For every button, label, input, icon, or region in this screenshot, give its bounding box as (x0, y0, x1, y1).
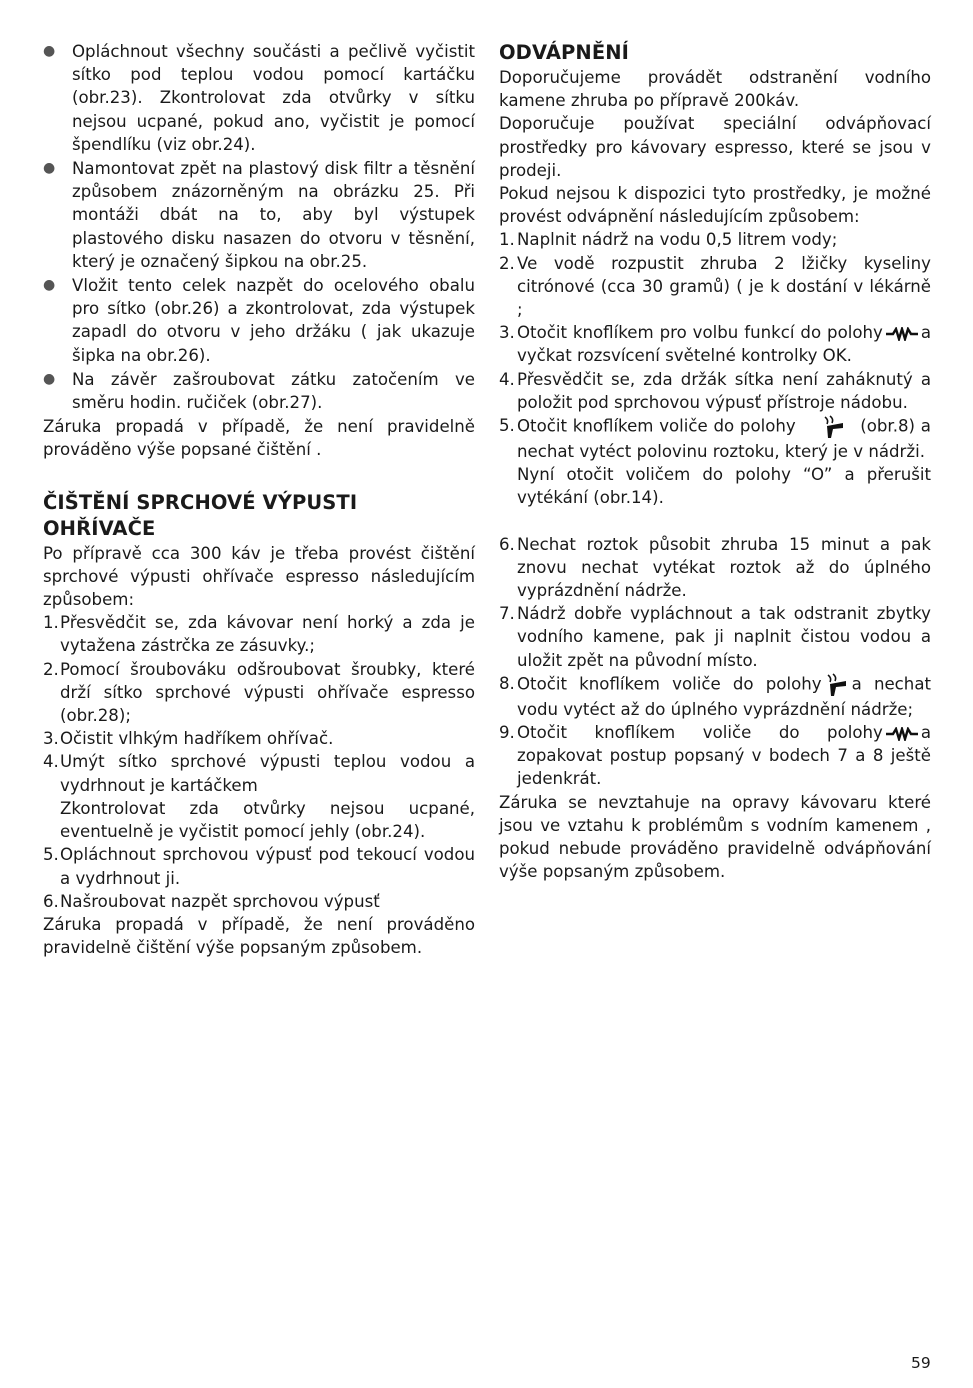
paragraph: Doporučujeme provádět odstranění vodního kamene zhruba po přípravě 200káv. (499, 68, 931, 111)
list-item: ● Na závěr zašroubovat zátku zatočením ve směru hodin. ručiček (obr.27). (43, 369, 475, 413)
step-item: 7. Nádrž dobře vypláchnout a tak odstranit zbytky vodního kamene, pak ji naplnit čistou vodou a uložit zpět na původní místo. (499, 604, 931, 670)
warranty-note: Záruka propadá v případě, že není pravidelně prováděno výše popsané čištění . (43, 417, 475, 460)
descaling-steps (499, 228, 931, 509)
left-column (43, 40, 475, 959)
heating-coil-icon (885, 727, 919, 741)
steam-nozzle-icon (821, 414, 847, 440)
paragraph: Pokud nejsou k dispozici tyto prostředky, je možné provést odvápnění následujícím způsobem: (499, 184, 931, 227)
step-item: 5. Opláchnout sprchovou výpusť pod tekoucí vodou a vydrhnout ji. (43, 845, 475, 888)
step-item: 5. Otočit knoflíkem voliče do polohy (obr.8) a nechat vytéct polovinu roztoku, který je v nádrži. Nyní otočit voličem do polohy “O” a přerušit vytékání (obr.14). (499, 416, 931, 508)
step-item: 4. Umýt sítko sprchové výpusti teplou vodou a vydrhnout je kartáčkem Zkontrolovat zda otvůrky nejsou ucpané, eventuelně je vyčistit pomocí jehly (obr.24). (43, 752, 475, 842)
step-item: 3. Otočit knoflíkem pro volbu funkcí do polohy a vyčkat rozsvícení světelné kontrolky OK. (499, 323, 931, 366)
list-item: ● Namontovat zpět na plastový disk filtr a těsnění způsobem znázorněným na obrázku 25. Při montáži dbát na to, aby byl výstupek plastového disku nasazen do otvoru v těsnění, který je označený šipkou na obr.25. (43, 159, 475, 271)
bullet-icon: ● (43, 370, 56, 387)
section-heading-descaling: ODVÁPNĚNÍ (499, 41, 630, 64)
step-item: 8. Otočit knoflíkem voliče do polohy a nechat vodu vytéct až do úplného vyprázdnění nádrže; (499, 673, 931, 719)
shower-cleaning-steps (43, 611, 475, 913)
list-item: ● Vložit tento celek nazpět do ocelového obalu pro sítko (obr.26) a zkontrolovat, zda výstupek zapadl do otvoru v jeho držáku ( jak ukazuje šipka na obr.26). (43, 276, 475, 365)
section-intro: Po přípravě cca 300 káv je třeba provést čištění sprchové výpusti ohřívače espresso následujícím způsobem: (43, 543, 475, 610)
heating-coil-icon (885, 327, 919, 341)
spacer (499, 510, 931, 533)
bullet-icon: ● (43, 277, 56, 294)
step-item: 6. Nechat roztok působit zhruba 15 minut a pak znovu nechat vytékat roztok až do úplného vyprázdnění nádrže. (499, 534, 931, 601)
step-item: 9. Otočit knoflíkem voliče do polohy a zopakovat postup popsaný v bodech 7 a 8 ještě jedenkrát. (499, 723, 931, 789)
step-item: 4. Přesvědčit se, zda držák sítka není zaháknutý a položit pod sprchovou výpusť přístroje nádobu. (499, 369, 931, 412)
step-item: 1. Přesvědčit se, zda kávovar není horký a zda je vytažena zástrčka ze zásuvky.; (43, 613, 475, 656)
right-column (499, 40, 931, 884)
bullet-icon: ● (43, 160, 56, 177)
warranty-note: Záruka se nevztahuje na opravy kávovaru které jsou ve vztahu k problémům s vodním kamenem , pokud nebude prováděno pravidelně odvápňování výše popsaným způsobem. (499, 792, 931, 882)
step-item: 2. Ve vodě rozpustit zhruba 2 lžičky kyseliny citrónové (cca 30 gramů) ( je k dostání v lékárně ; (499, 253, 931, 320)
step-item: 2. Pomocí šroubováku odšroubovat šroubky, které drží sítko sprchové výpusti ohřívače espresso (obr.28); (43, 659, 475, 726)
section-heading-shower-cleaning: ČIŠTĚNÍ SPRCHOVÉ VÝPUSTI OHŘÍVAČE (43, 490, 358, 540)
list-item: ● Opláchnout všechny součásti a pečlivě vyčistit sítko pod teplou vodou pomocí kartáčku (obr.23). Zkontrolovat zda otvůrky v sítku nejsou ucpané, pokud ano, vyčistit je pomocí špendlíku (viz obr.24). (43, 42, 475, 154)
paragraph: Doporučuje používat speciální odvápňovací prostředky pro kávovary espresso, které se jsou v prodeji. (499, 114, 931, 180)
step-item: 1. Naplnit nádrž na vodu 0,5 litrem vody; (499, 230, 838, 250)
step-item: 3. Očistit vlhkým hadříkem ohřívač. (43, 729, 334, 749)
descaling-steps-continued (499, 533, 931, 791)
bullet-icon: ● (43, 43, 56, 59)
steam-nozzle-icon (824, 672, 850, 698)
warranty-note: Záruka propadá v případě, že není prováděno pravidelně čištění výše popsaným způsobem. (43, 914, 475, 958)
step-item: 6. Našroubovat nazpět sprchovou výpusť (43, 891, 380, 911)
page-number: 59 (911, 1354, 931, 1372)
cleaning-bullets (43, 40, 475, 414)
